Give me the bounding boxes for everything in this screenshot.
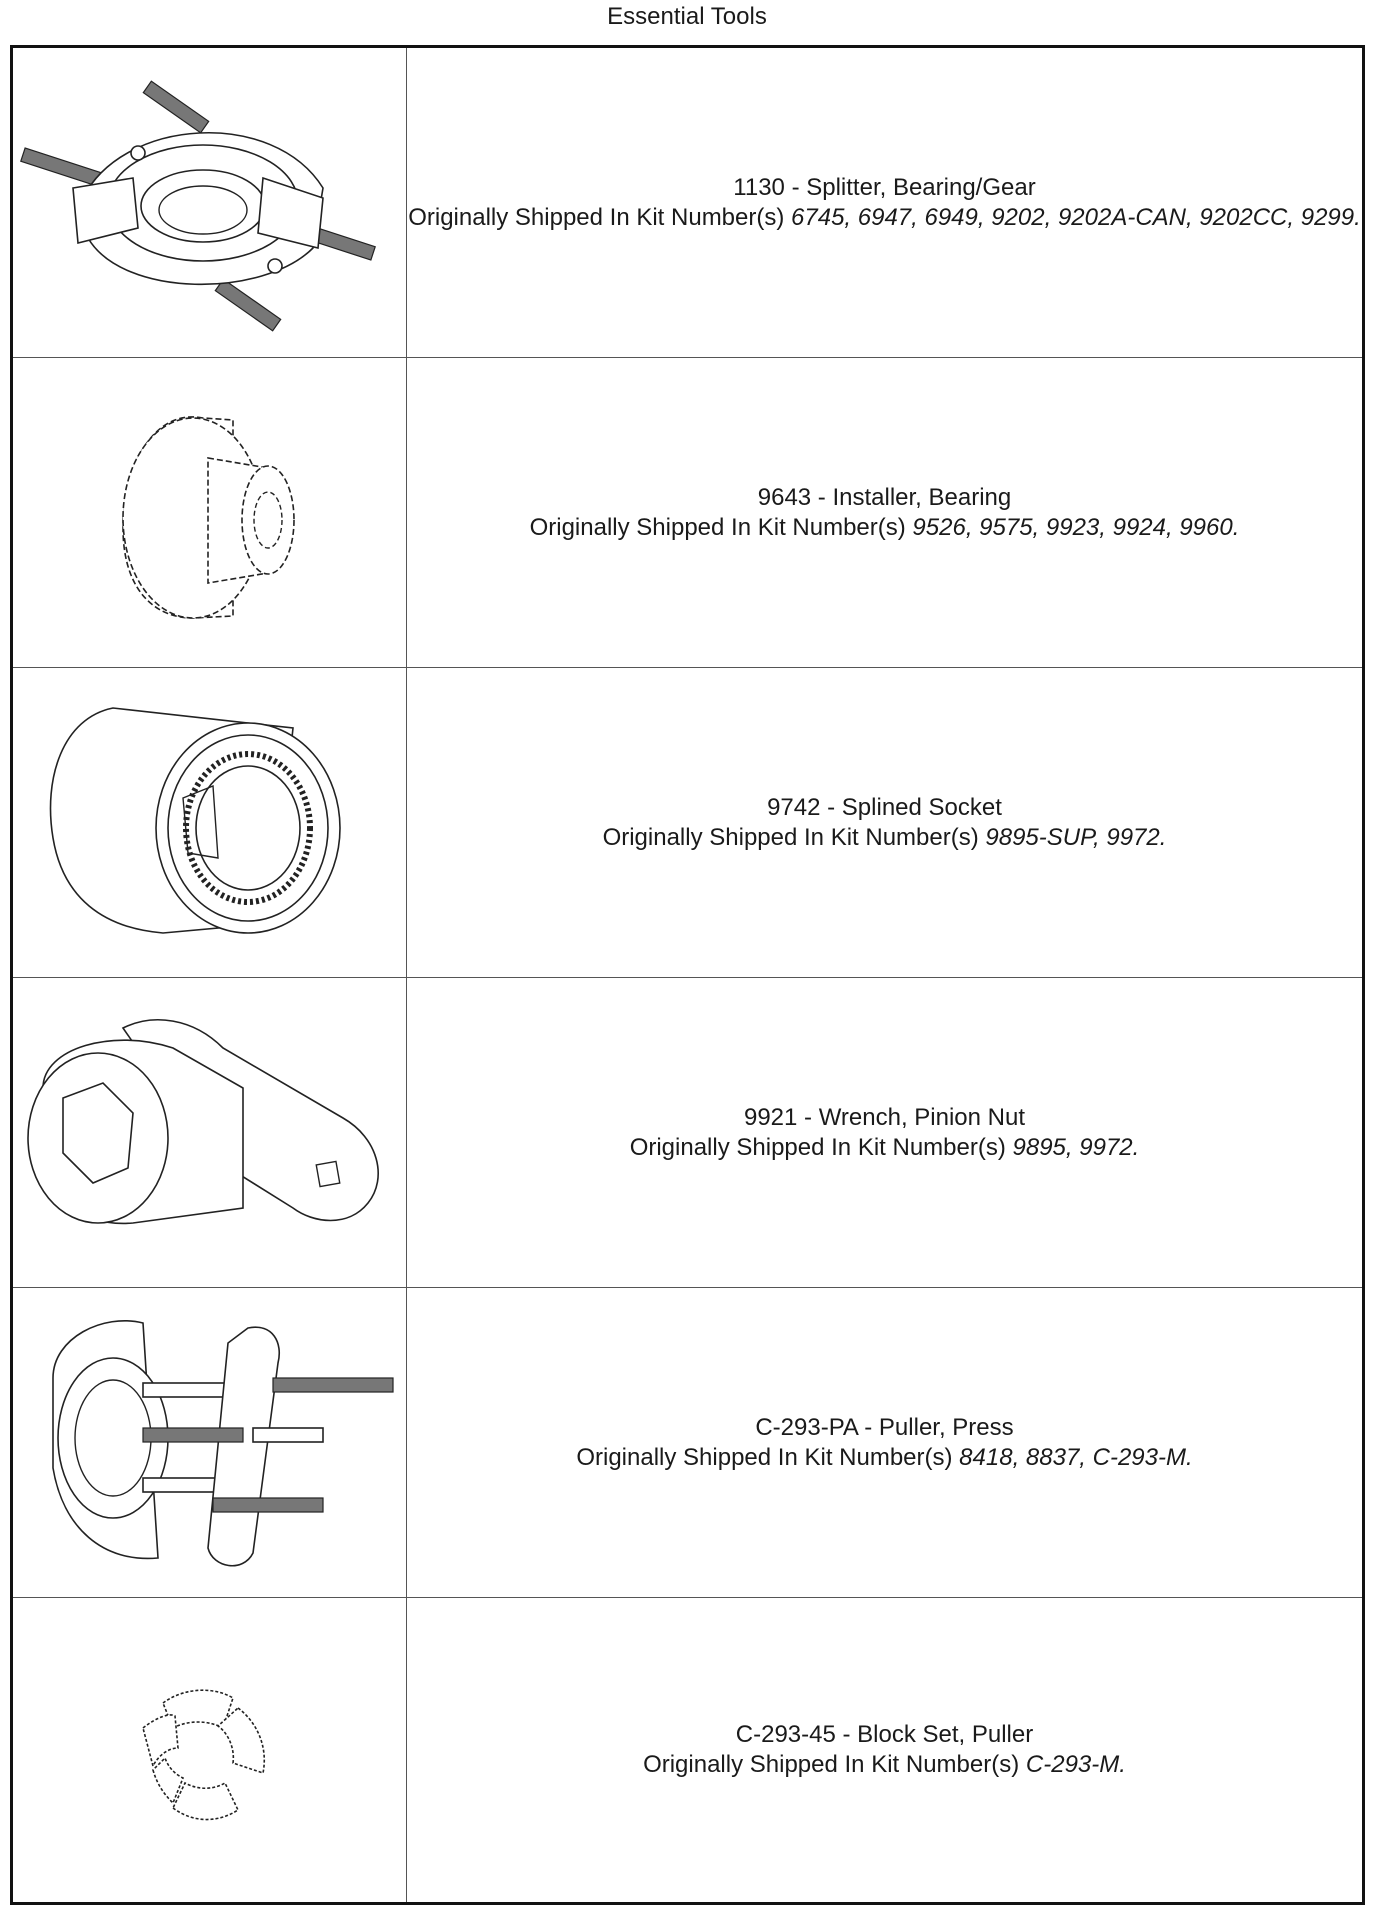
tool-kits (407, 513, 1362, 543)
tool-title: 9643 - Installer, Bearing (757, 483, 1012, 511)
kits-prefix: Originally Shipped In Kit Number(s) (643, 1751, 1020, 1778)
kit-numbers: 6745, 6947, 6949, 9202, 9202A-CAN, 9202CC, 9299. (791, 203, 1361, 231)
splined-socket-icon (13, 668, 407, 978)
tool-kits (407, 1750, 1362, 1780)
tool-image-cell (13, 358, 407, 667)
kit-numbers: 9895, 9972. (1012, 1133, 1140, 1161)
puller-block-set-icon (13, 1598, 407, 1902)
page-title: Essential Tools (607, 3, 767, 30)
tool-title: 9921 - Wrench, Pinion Nut (743, 1103, 1026, 1131)
tool-kits (407, 203, 1362, 233)
tool-description (407, 1413, 1362, 1473)
tool-description (407, 1720, 1362, 1780)
tool-row-block-set (13, 1598, 1362, 1902)
kit-numbers: 9526, 9575, 9923, 9924, 9960. (912, 513, 1240, 541)
tool-title: C-293-PA - Puller, Press (755, 1413, 1014, 1441)
tool-title: C-293-45 - Block Set, Puller (735, 1721, 1034, 1748)
tool-description (407, 173, 1362, 233)
tool-title: 1130 - Splitter, Bearing/Gear (733, 173, 1036, 201)
tool-kits (407, 1443, 1362, 1473)
tool-description (407, 793, 1362, 853)
kit-numbers: 8418, 8837, C-293-M. (959, 1443, 1193, 1471)
bearing-installer-icon (13, 358, 407, 668)
bearing-splitter-icon (13, 48, 407, 358)
tool-image-cell (13, 668, 407, 977)
tool-row-splined-socket (13, 668, 1362, 978)
tool-row-splitter (13, 48, 1362, 358)
tool-row-wrench (13, 978, 1362, 1288)
tool-image-cell (13, 48, 407, 357)
kits-prefix: Originally Shipped In Kit Number(s) (408, 203, 785, 231)
tool-image-cell (13, 1598, 407, 1902)
tools-table (10, 45, 1365, 1905)
kits-prefix: Originally Shipped In Kit Number(s) (529, 513, 906, 541)
kits-prefix: Originally Shipped In Kit Number(s) (602, 823, 979, 851)
kit-numbers: 9895-SUP, 9972. (985, 823, 1167, 851)
tool-row-installer (13, 358, 1362, 668)
tool-kits (407, 1133, 1362, 1163)
kits-prefix: Originally Shipped In Kit Number(s) (629, 1133, 1006, 1161)
tool-row-press-puller (13, 1288, 1362, 1598)
press-puller-icon (13, 1288, 407, 1598)
kits-prefix: Originally Shipped In Kit Number(s) (576, 1443, 953, 1471)
tool-kits (407, 823, 1362, 853)
pinion-nut-wrench-icon (13, 978, 407, 1288)
kit-numbers: C-293-M. (1025, 1751, 1126, 1778)
tool-description (407, 1103, 1362, 1163)
tool-description (407, 483, 1362, 543)
tool-title: 9742 - Splined Socket (767, 793, 1002, 821)
tool-image-cell (13, 978, 407, 1287)
tool-image-cell (13, 1288, 407, 1597)
